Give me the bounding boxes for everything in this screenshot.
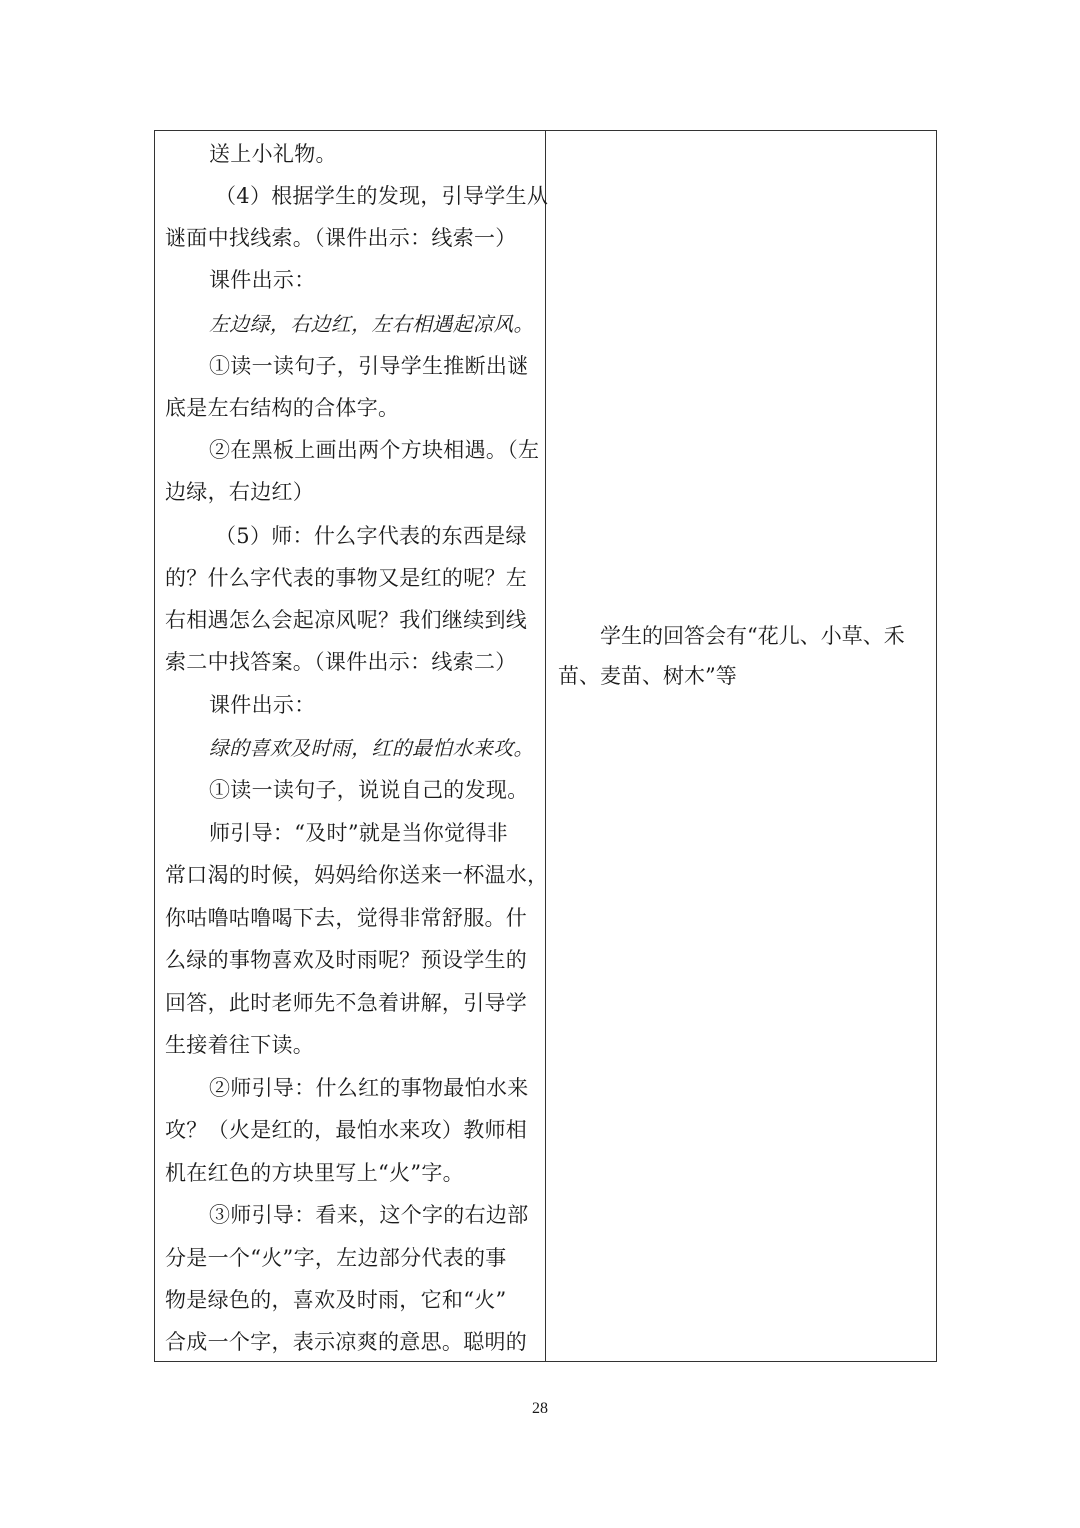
text-line: ①读一读句子，引导学生推断出谜 xyxy=(209,354,529,378)
text-line: 右相遇怎么会起凉风呢？我们继续到线 xyxy=(165,608,528,632)
script-text-line: 左边绿，右边红，左右相遇起凉风。 xyxy=(209,312,534,336)
text-line: 的？什么字代表的事物又是红的呢？左 xyxy=(165,566,528,590)
text-line: ③师引导：看来，这个字的右边部 xyxy=(209,1203,529,1227)
text-line: 学生的回答会有“花儿、小草、禾 xyxy=(600,624,905,648)
text-line: 索二中找答案。（课件出示：线索二） xyxy=(165,650,517,674)
text-line: 你咕噜咕噜喝下去，觉得非常舒服。什 xyxy=(165,906,528,930)
text-line: 分是一个“火”字，左边部分代表的事 xyxy=(165,1246,507,1270)
text-line: 机在红色的方块里写上“火”字。 xyxy=(165,1161,464,1185)
student-activity-column xyxy=(546,131,936,1361)
text-line: 师引导：“及时”就是当你觉得非 xyxy=(209,821,508,845)
text-line: ②师引导：什么红的事物最怕水来 xyxy=(209,1076,529,1100)
text-line: 底是左右结构的合体字。 xyxy=(165,396,400,420)
text-line: 边绿，右边红） xyxy=(165,480,315,504)
text-line: 回答，此时老师先不急着讲解，引导学 xyxy=(165,991,528,1015)
teaching-process-column xyxy=(155,131,549,1361)
text-line: 合成一个字，表示凉爽的意思。聪明的 xyxy=(165,1330,528,1354)
text-line: 么绿的事物喜欢及时雨呢？预设学生的 xyxy=(165,948,528,972)
text-line: ②在黑板上画出两个方块相遇。（左 xyxy=(209,438,540,462)
text-line: （4）根据学生的发现，引导学生从 xyxy=(215,184,549,208)
text-line: 攻？（火是红的，最怕水来攻）教师相 xyxy=(165,1118,528,1142)
lesson-plan-table xyxy=(154,130,937,1362)
script-text-line: 绿的喜欢及时雨，红的最怕水来攻。 xyxy=(209,736,534,760)
text-line: 谜面中找线索。（课件出示：线索一） xyxy=(165,226,517,250)
text-line: 课件出示： xyxy=(209,693,316,717)
text-line: 送上小礼物。 xyxy=(209,142,337,166)
text-line: 苗、麦苗、树木”等 xyxy=(558,664,737,688)
text-line: 物是绿色的，喜欢及时雨，它和“火” xyxy=(165,1288,507,1312)
text-line: 课件出示： xyxy=(209,268,316,292)
text-line: （5）师：什么字代表的东西是绿 xyxy=(215,524,527,548)
text-line: ①读一读句子，说说自己的发现。 xyxy=(209,778,529,802)
page-number: 28 xyxy=(532,1400,548,1417)
text-line: 常口渴的时候，妈妈给你送来一杯温水， xyxy=(165,863,549,887)
text-line: 生接着往下读。 xyxy=(165,1033,315,1057)
